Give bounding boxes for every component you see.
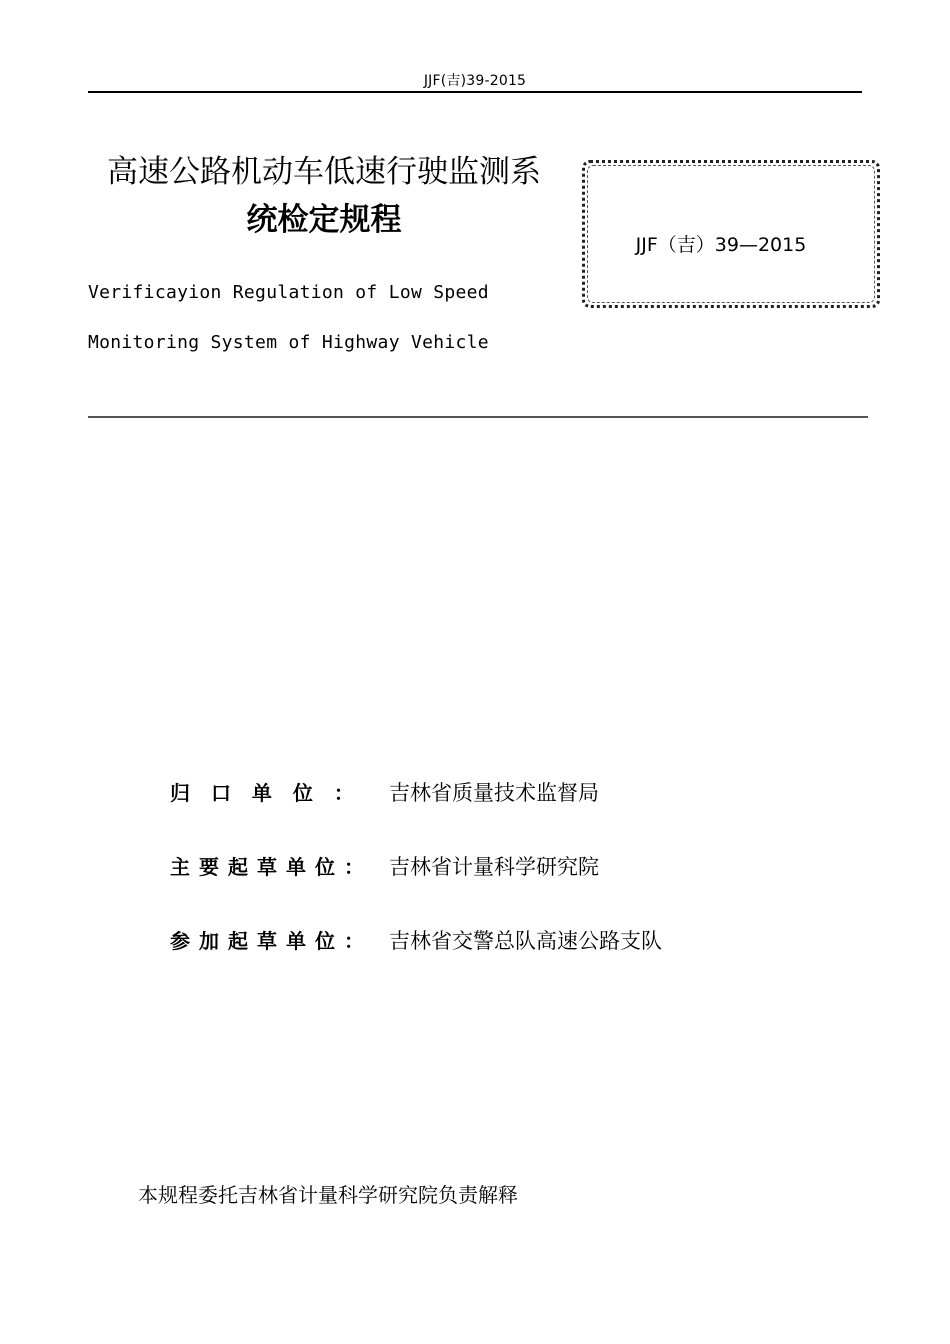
title-block bbox=[78, 148, 570, 244]
unit-label: 主要起草单位： bbox=[170, 855, 373, 879]
standard-code-box bbox=[582, 160, 880, 308]
unit-value: 吉林省交警总队高速公路支队 bbox=[389, 929, 662, 953]
title-zh-line-1: 高速公路机动车低速行驶监测系 bbox=[107, 154, 541, 190]
unit-label: 归 口 单 位 ： bbox=[170, 781, 361, 805]
unit-value: 吉林省质量技术监督局 bbox=[389, 781, 599, 805]
title-en-line-2: Monitoring System of Highway Vehicle bbox=[88, 332, 489, 353]
unit-label: 参加起草单位： bbox=[170, 929, 373, 953]
header-rule bbox=[88, 91, 862, 93]
unit-value: 吉林省计量科学研究院 bbox=[389, 855, 599, 879]
interpretation-note: 本规程委托吉林省计量科学研究院负责解释 bbox=[138, 1183, 518, 1207]
title-en-line-1: Verificayion Regulation of Low Speed bbox=[88, 282, 489, 303]
section-rule bbox=[88, 416, 868, 418]
title-zh-line-2: 统检定规程 bbox=[246, 202, 402, 238]
standard-code: JJF（吉）39—2015 bbox=[635, 234, 807, 256]
running-header: JJF(吉)39-2015 bbox=[423, 73, 527, 89]
